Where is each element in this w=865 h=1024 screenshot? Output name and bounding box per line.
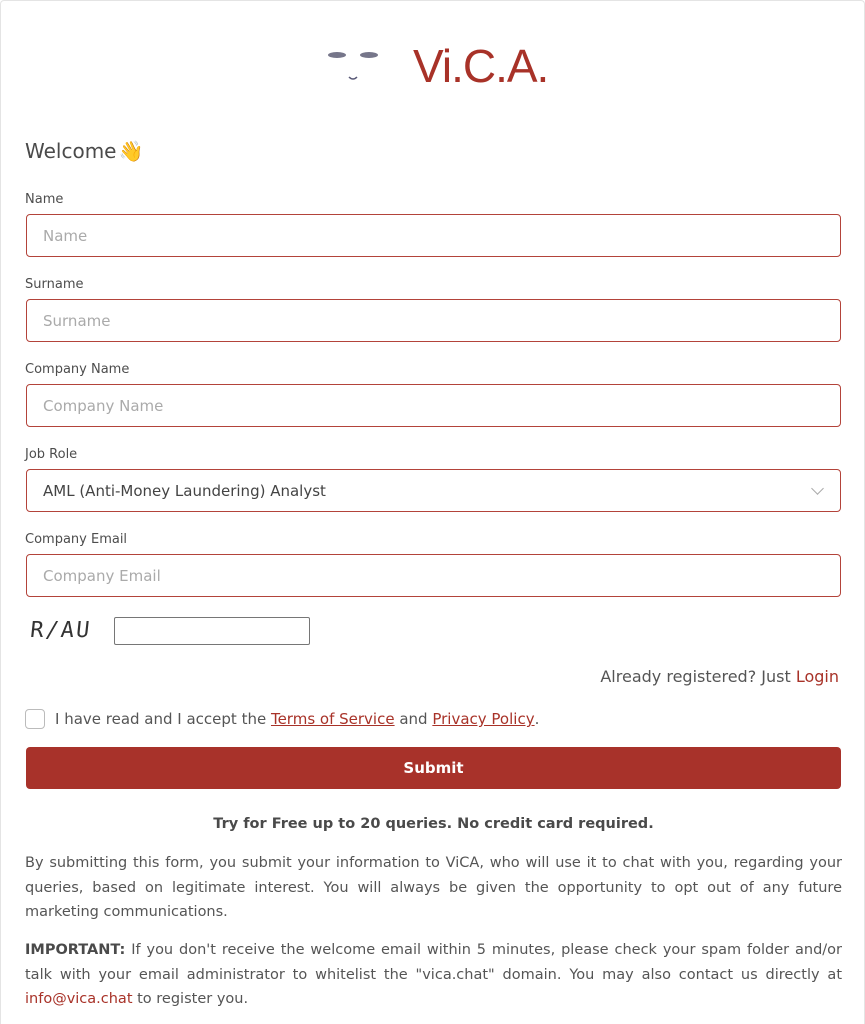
job-role-select[interactable]	[26, 469, 841, 512]
login-prompt: Already registered? Just	[600, 667, 796, 686]
terms-and: and	[394, 710, 433, 728]
vica-logo	[301, 25, 563, 109]
important-text: If you don't receive the welcome email within 5 minutes, please check your spam folder and/or talk with your email administrator to whitelist the "vica.chat" domain. You may also contact us directly at	[25, 942, 842, 983]
surname-label: Surname	[25, 277, 84, 292]
login-link[interactable]: Login	[795, 667, 839, 686]
welcome-text: Welcome	[25, 139, 117, 163]
free-trial-note: Try for Free up to 20 queries. No credit card required.	[213, 816, 654, 832]
important-notice	[25, 938, 842, 1012]
terms-prefix: I have read and I accept the	[55, 710, 271, 728]
terms-checkbox[interactable]	[25, 709, 45, 729]
name-label: Name	[25, 192, 64, 207]
company-email-label: Company Email	[25, 532, 128, 547]
waving-hand-icon: 👋	[118, 139, 144, 163]
chevron-down-icon	[811, 482, 824, 495]
captcha-text: R/AU	[29, 618, 93, 643]
captcha-image	[28, 613, 110, 643]
company-email-input[interactable]	[26, 554, 841, 597]
important-suffix: to register you.	[132, 991, 249, 1007]
welcome-heading	[25, 139, 143, 163]
contact-email-link[interactable]: info@vica.chat	[25, 991, 133, 1007]
submit-button[interactable]: Submit	[26, 747, 841, 789]
already-registered	[600, 667, 839, 686]
terms-of-service-link[interactable]: Terms of Service	[270, 710, 395, 728]
name-input[interactable]	[26, 214, 841, 257]
disclaimer-text: By submitting this form, you submit your information to ViCA, who will use it to chat with you, regarding your queries, based on legitimate interest. You will always be given the opportunity to opt out of any future marketing communications.	[25, 855, 842, 920]
company-name-label: Company Name	[25, 362, 130, 377]
terms-suffix: .	[534, 710, 540, 728]
job-role-label: Job Role	[25, 447, 78, 462]
company-name-input[interactable]	[26, 384, 841, 427]
logo-text: Vi.C.A.	[413, 40, 549, 92]
important-label: IMPORTANT:	[25, 942, 126, 958]
privacy-policy-link[interactable]: Privacy Policy	[432, 710, 535, 728]
surname-input[interactable]	[26, 299, 841, 342]
face-logo-icon	[301, 25, 405, 109]
job-role-value: AML (Anti-Money Laundering) Analyst	[43, 481, 326, 500]
captcha-input[interactable]	[114, 617, 310, 645]
terms-row	[25, 709, 539, 729]
